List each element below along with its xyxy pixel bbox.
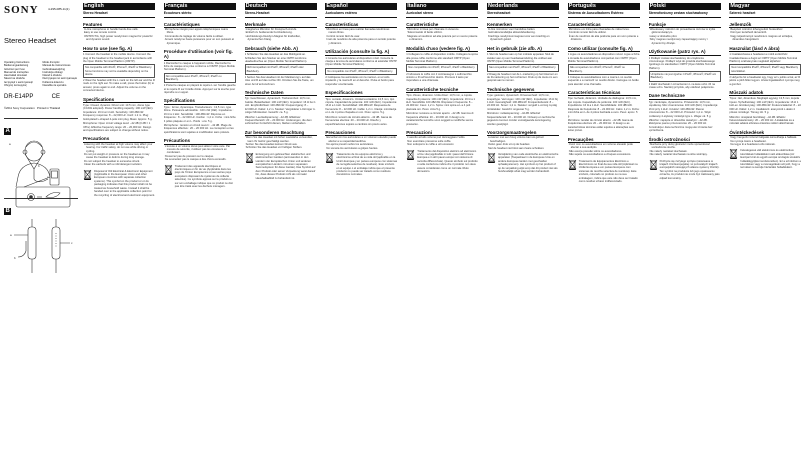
language-heading: Español: [325, 3, 397, 10]
paragraph: Tratamento de Equipamentos Eléctricos e Electrónicos no final da sua vida útil (Aplicável na União Europeia e em países Europeus com sistemas de recolha selectiva de resíduos). Este símbolo, colocado no produto ou na sua embalagem, indica que este não deve ser tratado como resíduo urbano indiferenciado.: [578, 159, 638, 184]
paragraph: Feleslegessé vált elektromos és elektronikus készülékek hulladékként való eltávolítása (Az Európai Unió és egyéb európai országok szelektív hulladékgyűjtési rendszereiben). Ez a szimbólum a készüléken vagy a csomagolásán azt jelzi, hogy a terméket ne kezelje háztartási hulladékként.: [740, 149, 801, 170]
bullet-item: Beépített mikrofon kihangosított hívásokhoz.: [730, 28, 784, 31]
paragraph: Pozbycie się zużytego sprzętu (stosowane w krajach Unii Europejskiej i w pozostałych krajach europejskich stosujących własne systemy zbiórki). Ten symbol na produkcie lub jego opakowaniu oznacza, że produkt nie może być traktowany jako odpad komunalny.: [659, 159, 720, 180]
model-number: DR-E14PP: [4, 94, 34, 101]
paragraph: Microphone : tension en circuit ouvert : –42 dB. Plage de fréquences effective : 20 – 20 000 Hz. La conception et les spécifications sont sujettes à modification sans préavis.: [163, 123, 234, 134]
section-heading: Voorzorgsmaatregelen: [487, 130, 559, 137]
section-heading: Gebrauch (siehe Abb. A): [245, 46, 317, 53]
paragraph: 2 Draag de headset met de L-markering op het linkeroor en de R-markering op het rechteroor. Druk op de toets om een gesprek aan te nemen.: [486, 72, 558, 83]
section-heading: Merkmale: [245, 22, 317, 29]
paragraph: Disposal of Old Electrical & Electronic Equipment (Applicable in the European Union and other European countries with separate collection systems). This symbol on the product or on its packaging indicates that this product shall not be treated as household waste. Instead it shall be handed over to the applicable collection point for the recycling of electrical and electronic equipment.: [94, 169, 155, 197]
section-heading: Precautions: [83, 136, 155, 143]
paragraph: Mikrofon: üresjárati feszültség: –42 dB. Effektív frekvenciatartomány: 20 – 20 000 Hz. A kialakítás és a műszaki adatok előzetes értesítés nélkül változhatnak.: [729, 115, 795, 126]
section-heading: Precauções: [568, 137, 640, 144]
paragraph: Tipo: cerrado, dinámico. Unidad excitadora: 13,5 mm, tipo cúpula. Capacidad de potencia: 100 mW (IEC). Impedancia: 16 Ω a 1 kHz. Sensibilidad: 100 dB/mW. Respuesta de frecuencia: 8 – 22.000 Hz. Cable: 1,2 m. Clavija: miniclavija en L de 4 polos chapada en oro. Peso: aprox. 5 g.: [325, 97, 397, 115]
bullet-item: No ejerza presión sobre los auriculares.: [326, 143, 374, 147]
language-heading: Italiano: [406, 3, 478, 10]
bullet-item: Ne soumettez pas le casque à des chocs excessifs.: [164, 158, 227, 162]
bullet-item: Do not subject the headset to excessive shock.: [84, 159, 141, 163]
bullet-item: Gebruiksvriendelijke afstandsbediening.: [487, 31, 536, 35]
language-heading: Nederlands: [487, 3, 559, 10]
bullet-item: Integriertes Mikrofon für Freisprech-Anrufe.: [245, 28, 297, 31]
crossed-bin-icon: [83, 169, 92, 180]
crossed-bin-icon: [729, 148, 738, 159]
figure-b: [4, 198, 78, 282]
bullet-item: Listening with the headset at high volume may affect your hearing. For traffic safety, do not use while driving or cycling.: [84, 142, 153, 153]
bullet-item: Hochleistungs-Neodym-Magnet für kraftvollen, dynamischen Klang.: [245, 34, 301, 42]
bullet-item: Micrófono en línea para realizar llamadas telefónicas manos libres.: [326, 28, 390, 35]
bullet-item: Krachtige neodymiummagneet voor een krachtig en dynamisch geluid.: [487, 34, 550, 42]
bullet-item: Íman de neodímio de alta potência para um som potente e dinâmico.: [568, 34, 639, 42]
section-heading: Środki ostrożności: [649, 137, 721, 144]
paragraph: 2 Coloque os auscultadores com a marca L no ouvido esquerdo e a marca R no ouvido direito. Carregue no botão para atender uma chamada.: [567, 75, 639, 86]
paragraph: 2 Setzen Sie das Headset mit der Markierung L auf das linke und R auf das rechte Ohr. Drücken Sie die Taste, um einen Anruf anzunehmen.: [244, 75, 314, 86]
paragraph: 1 Podłącz zestaw słuchawkowy do urządzenia przenośnego. Podłącz wtyk do gniazda słuchawkowego zgodnego ze standardem OMTP (Open Mobile Terminal Platform).: [648, 56, 716, 70]
weee-notice: [164, 164, 236, 189]
bullet-item: Microphone intégré pour appels téléphoniques mains libres.: [164, 28, 228, 35]
printed-in: Printed in Thailand: [36, 106, 61, 111]
bullet-item: Microfono in linea per chiamate in vivavoce.: [407, 28, 460, 31]
weee-notice: [487, 152, 559, 173]
language-column-italiano: [406, 3, 478, 453]
compatibility-note: Not compatible with iPod®, iPhone®, iPad® or Blackberry. Some functions may not be available depending on the device.: [83, 64, 155, 78]
paragraph: Típus: zárt, dinamikus. Meghajtó egység: 13,5 mm, kupola típusú. Terhelhetőség: 100 mW (IEC). Impedancia: 16 Ω 1 kHz-en. Érzékenység: 100 dB/mW. Frekvenciaátvitel: 8 – 22 000 Hz. Kábel: 1,2 m. Csatlakozó: aranyozott L alakú 4 pólusú minidugó. Tömeg: kb. 5 g.: [729, 97, 801, 115]
bullet-item: Oefen geen druk uit op de headset.: [487, 143, 531, 147]
manual-language-item: Manual de instruções: [4, 70, 29, 74]
bullet-item: Nie należy naciskać słuchawek.: [649, 149, 688, 153]
manual-language-item: Istruzioni per l'uso: [4, 67, 25, 71]
bullet-item: Silny magnes neodymowy zapewniający mocny i dynamiczny dźwięk.: [649, 38, 708, 45]
weee-notice: [568, 159, 640, 184]
compatibility-note: Urządzenie nie jest zgodne z iPod®, iPhone®, iPad® ani Blackberry.: [649, 71, 721, 81]
bullet-item: Do not put weight or pressure on the headset as it may cause the headset to deform during long storage.: [84, 153, 150, 160]
section-heading: Zur besonderen Beachtung: [245, 130, 317, 137]
bullet-item: N'exercez pas de pression sur le casque.: [164, 154, 214, 158]
paragraph: 1 Conecte los auriculares al dispositivo móvil. Conecte la clavija a la toma de auriculares conforme al estándar OMTP (Open Mobile Terminal Platform).: [325, 56, 397, 67]
product-subtitle: Auricolari stereo: [406, 10, 478, 18]
paragraph: 1 Ligue os auscultadores ao dispositivo móvel. Ligue a ficha à tomada de auscultadores compatível com OMTP (Open Mobile Terminal Platform).: [567, 53, 640, 63]
weee-notice: [83, 169, 155, 197]
language-columns: [83, 3, 801, 453]
language-column-português: [568, 3, 640, 453]
bullet-item: Ne nyomja össze a headsetet.: [730, 139, 767, 143]
section-heading: Het in gebruik (zie afb. A): [487, 46, 559, 53]
figure-a-label: A: [5, 128, 10, 134]
manual-language-item: Mode d'emploi: [42, 61, 60, 64]
language-heading: Português: [568, 3, 640, 10]
section-heading: Precauciones: [325, 130, 397, 137]
language-heading: Polski: [649, 3, 721, 10]
section-heading: Funkcje: [649, 22, 721, 29]
manual-language-item: Használati útmutató: [4, 74, 27, 78]
section-heading: Dane techniczne: [649, 93, 721, 100]
section-heading: Műszaki adatok: [729, 90, 801, 97]
bullet-item: Controlo remoto fácil de utilizar.: [568, 31, 607, 35]
manual-language-item: Navodila za uporabo: [42, 84, 67, 88]
paragraph: Type: Closed, dynamic. Driver unit: 13.5 mm, dome type (CCAW adopted). Power handling capacity: 100 mW (IEC). Impedance: 16 Ω at 1 kHz. Sensitivity: 100 dB/mW. Frequency response: 8 – 22,000 Hz. Cord: 1.2 m. Plug: Gold-plated L-shaped 4-pole mini plug. Mass: Approx. 5 g.: [83, 104, 154, 121]
bullet-item: OMTP/CTIA, high power neodymium magnet for powerful and dynamic sound.: [84, 34, 153, 42]
bullet-item: Wenn Sie das Headset mit hoher Lautstärke verwenden, kann Ihr Gehör geschädigt werden.: [245, 136, 313, 143]
manual-language-item: Инструкция по эксплуатации: [42, 77, 78, 81]
paragraph: Mikrofon: napięcie w obwodzie otwartym: –42 dB. Efektywne pasmo przenoszenia: 20 – 20 000 Hz. Konstrukcja i dane techniczne mogą ulec zmianie bez uprzedzenia.: [648, 118, 713, 133]
weee-notice: [406, 149, 478, 174]
manual-language-item: Οδηγίες λειτουργίας: [4, 84, 27, 88]
bullet-item: Nagy hangerőn történő hallgatás károsíthatja a hallását.: [730, 136, 798, 140]
manual-language-item: Návod k obsluze: [42, 74, 62, 78]
paragraph: 2 Indossare le cuffie con il contrassegno L sull'orecchio sinistro e R sull'orecchio destro. Premere il tasto per rispondere a una chiamata.: [406, 72, 472, 83]
language-heading: Deutsch: [245, 3, 317, 10]
paragraph: Tipo: chiuso, dinamico. Unità driver: 13,5 mm, a cupola. Capacità di potenza: 100 mW (IEC). Impedenza: 16 Ω a 1 kHz. Sensibilità: 100 dB/mW. Risposta in frequenza: 8 – 22.000 Hz. Cavo: 1,2 m. Spina: mini spina a L a 4 poli placcata oro. Peso: circa 5 g.: [406, 94, 475, 111]
language-column-deutsch: [245, 3, 317, 453]
figure-b-label: B: [5, 208, 10, 214]
section-heading: Caractéristiques: [164, 22, 236, 29]
crossed-bin-icon: [568, 159, 577, 170]
bullet-item: Clean the earbuds with a mild detergent solution.: [84, 163, 143, 167]
manual-language-item: Operating Instructions: [4, 61, 30, 64]
compatibility-note: Non compatibile con iPod®, iPhone®, iPad® o Blackberry.: [406, 64, 478, 71]
bullet-item: Ne tegye ki a headsetet erős ütésnek.: [730, 143, 776, 147]
paragraph: 2 Colóquese los auriculares con la marca L en el oído izquierdo y la marca R en el derecho. Pulse el botón para responder una llamada.: [325, 75, 394, 86]
language-column-español: [325, 3, 397, 453]
section-heading: Óvintézkedések: [729, 130, 801, 137]
section-heading: Kenmerken: [487, 22, 559, 29]
section-heading: Features: [83, 22, 155, 29]
section-heading: Utilización (consulte la fig. A): [325, 49, 397, 56]
weee-notice: [245, 152, 317, 180]
bullet-item: Luisteren met een hoog volume kan uw gehoor beschadigen.: [487, 136, 545, 143]
callout-b: b: [38, 164, 40, 168]
paragraph: Verwijdering van oude elektrische en elektronische apparaten (Toepasbaar in de Europese Unie en andere Europese landen met gescheiden ophaalsystemen). Het symbool op het product of op de verpakking wijst erop dat dit product niet als huishoudelijk afval mag worden behandeld.: [497, 153, 559, 174]
bullet-item: Escuchar con los auriculares a un volumen elevado puede afectar a su capacidad auditiva.: [326, 136, 397, 143]
bullet-item: Non esercitare pressione sulle cuffie.: [407, 139, 452, 143]
crossed-bin-icon: [325, 152, 334, 163]
compatibility-note: Non compatible avec iPod®, iPhone®, iPad® ou Blackberry.: [164, 73, 236, 83]
crossed-bin-icon: [649, 159, 658, 170]
language-heading: English: [83, 3, 155, 10]
bullet-item: Aimant néodyme haute puissance pour un son puissant et dynamique.: [164, 38, 234, 45]
bullet-item: Stel de headset niet bloot aan zware schokken.: [487, 146, 545, 150]
paragraph: Traitement des appareils électriques et électroniques en fin de vie (Applicable dans les pays de l'Union Européenne et aux autres pays européens disposant de systèmes de collecte sélective). Ce symbole apposé sur le produit ou sur son emballage indique que ce produit ne doit pas être traité avec les déchets ménagers.: [174, 164, 233, 189]
paragraph: 2 Portez le casque en plaçant le repère L sur l'oreille gauche et le repère R sur l'oreille droite. Appuyez sur la touche pour répondre à un appel.: [163, 84, 236, 94]
part-number: 4-295-085-11(1): [48, 7, 70, 11]
paragraph: 1 Raccordez le casque à l'appareil mobile. Raccordez la fiche du casque à la prise conforme à l'OMTP (Open Mobile Terminal Platform).: [163, 61, 235, 72]
bullet-item: No someta los auriculares a golpes fuertes.: [326, 146, 379, 150]
paragraph: 2 Wear the headset with the L mark on the left ear and the R mark on the right ear. To make a call, press the button (b) to answer, press again to end. Adjust the volume on the connected device.: [83, 78, 155, 93]
copyright-line: [4, 106, 78, 110]
product-subtitle: Stereofoniczny zestaw słuchawkowy: [649, 10, 721, 18]
paragraph: Mikrofon: Leerlaufspannung: –42 dB. Effektiver Frequenzbereich: 20 – 20.000 Hz. Änderungen, die dem technischen Fortschritt dienen, bleiben vorbehalten.: [244, 115, 312, 126]
bullet-item: Non sottoporre le cuffie a urti eccessivi.: [407, 143, 455, 147]
paragraph: Type: gesloten, dynamisch. Drivereenheid: 13,5 mm, koepeltype. Vermogen: 100 mW (IEC). Impedantie: 16 Ω bij 1 kHz. Gevoeligheid: 100 dB/mW. Frequentiebereik: 8 – 22.000 Hz. Snoer: 1,2 m. Stekker: verguld L-vormig 4-polig ministekker. Gewicht: ongeveer 5 g.: [486, 94, 558, 111]
model-row: [4, 94, 60, 100]
manual-language-item: Bedienungsanleitung: [4, 64, 29, 68]
manual-language-item: Instrukcja obsługi: [42, 70, 63, 74]
bullet-item: Control remoto fácil de usar.: [326, 34, 360, 38]
paragraph: Microfono: tensione a circuito aperto: –42 dB. Gamma di frequenza effettiva: 20 – 20.000 Hz. Il design e le caratteristiche tecniche sono soggetti a modifiche senza preavviso.: [406, 112, 474, 126]
product-subtitle: Stereoheadset: [487, 10, 559, 18]
section-heading: Especificaciones: [325, 90, 397, 97]
language-column-magyar: [729, 3, 801, 453]
language-column-polski: [649, 3, 721, 453]
paragraph: Microfoon: nullastspanning: –42 dB. Effectief frequentiebereik: 20 – 20.000 Hz. Ontwerp en technische gegevens kunnen zonder voorafgaande kennisgeving worden gewijzigd.: [486, 112, 555, 126]
section-heading: Technische gegevens: [487, 87, 559, 94]
callout-a: a: [9, 142, 11, 146]
language-column-english: [83, 3, 155, 453]
manual-language-item: Gebruiksaanwijzing: [42, 67, 65, 71]
bullet-item: Setzen Sie das Headset keinem Druck aus.: [245, 143, 298, 147]
weee-notice: [649, 159, 721, 180]
copyright: ©2011 Sony Corporation: [4, 106, 35, 111]
section-heading: Precauzioni: [406, 130, 478, 137]
bullet-item: Łatwy w obsłudze pilot.: [649, 34, 678, 38]
paragraph: Typ: zamknięte, dynamiczne. Przetwornik: 13,5 mm, kopułkowy. Moc znamionowa: 100 mW (IEC). Impedancja: 16 Ω przy 1 kHz. Czułość: 100 dB/mW. Pasmo przenoszenia: 8 – 22 000 Hz. Przewód: 1,2 m. Wtyk: pozłacany 4-stykowy miniwtyk typu L. Waga: ok. 5 g.: [648, 100, 718, 118]
paragraph: 1 Collegare le cuffie al dispositivo mobile. Collegare la spina alla presa cuffie conforme allo standard OMTP (Open Mobile Terminal Platform).: [406, 53, 478, 63]
language-column-nederlands: [487, 3, 559, 453]
paragraph: Tipo: fechado, dinâmico. Unidade de diafragma: 13,5 mm, tipo cúpula. Capacidade de potência: 100 mW (IEC). Impedância: 16 Ω a 1 kHz. Sensibilidade: 100 dB/mW. Resposta de frequência: 8 – 22.000 Hz. Cabo: 1,2 m. Ficha: mini-ficha em L de 4 pólos banhada a ouro. Peso: aprox. 5 g.: [567, 97, 640, 118]
weee-notice: [729, 148, 801, 169]
crossed-bin-icon: [245, 152, 254, 163]
section-heading: Caratteristiche: [406, 22, 478, 29]
bullet-item: Easy to use remote control.: [84, 31, 117, 35]
section-heading: Użytkowanie (patrz rys. A): [649, 49, 721, 56]
section-heading: Características técnicas: [568, 90, 640, 97]
manual-language-item: Návod na obsluhu: [4, 77, 25, 81]
remote-control-illustration: [4, 217, 78, 277]
weee-notice: [325, 152, 397, 177]
product-subtitle: Sistema de Auscultadores Estéreo: [568, 10, 640, 18]
bullet-item: Telecomando di facile utilizzo.: [407, 31, 443, 35]
compatibility-note: Não compatível com iPod®, iPhone®, iPad® ou Blackberry.: [568, 64, 640, 74]
compatibility-note: Nicht kompatibel mit iPod®, iPhone®, iPad® oder Blackberry.: [245, 64, 317, 74]
bullet-item: L'ascolto ad alto volume può danneggiare l'udito.: [407, 136, 466, 140]
paragraph: Tratamiento de los equipos eléctricos y electrónicos al final de su vida útil (aplicable en la Unión Europea y en países europeos con sistemas de recogida selectiva de residuos). Este símbolo en el equipo o el embalaje indica que el presente producto no puede ser tratado como residuos domésticos normales.: [336, 153, 398, 177]
section-heading: Specifications: [83, 97, 155, 104]
paragraph: Trattamento del dispositivo elettrico od elettronico a fine vita (applicabile in tutti i paesi dell'Unione Europea e in altri paesi europei con sistema di raccolta differenziata). Questo simbolo sul prodotto o sulla confezione indica che il prodotto non deve essere considerato come un normale rifiuto domestico.: [417, 149, 478, 174]
manual-language-list: [4, 61, 78, 87]
bullet-item: Könnyen kezelhető távvezérlő.: [730, 31, 767, 35]
bullet-item: Słuchanie przy dużej głośności może spowodować uszkodzenie słuchu.: [649, 143, 710, 150]
crossed-bin-icon: [487, 152, 496, 163]
section-heading: Como utilizar (consulte fig. A): [568, 46, 640, 53]
bullet-item: Magnete al neodimio ad alta potenza per un suono potente e dinamico.: [407, 34, 478, 42]
bullet-item: Ouvir com os auscultadores em volume elevado pode afectar a sua audição.: [568, 143, 633, 150]
section-heading: Características: [325, 22, 397, 29]
section-heading: Précautions: [164, 138, 236, 145]
paragraph: Micrófono: tensión de circuito abierto: –42 dB. Gama de frecuencias efectiva: 20 – 20.000 Hz. Diseño y especificaciones sujetos a cambios sin previo aviso.: [325, 115, 392, 126]
paragraph: 2 Helyezze fel a headsetet úgy, hogy az L jelzés a bal, az R jelzés a jobb fülén legyen. Hívás fogadásához nyomja meg a gombot.: [729, 75, 801, 86]
paragraph: 1 Csatlakoztassa a headsetet a mobil eszközhöz. Csatlakoztassa a dugót az OMTP (Open Mobile Terminal Platform) szabványnak megfelelő aljzathoz.: [729, 53, 798, 63]
bullet-item: Microfone em linha para chamadas de mãos livres.: [568, 28, 630, 31]
language-column-français: [164, 3, 236, 453]
manual-language-item: Інструкції з експлуатації: [4, 80, 33, 84]
compatibility-note: Niet compatibel met iPod®, iPhone®, iPad® of Blackberry.: [487, 64, 559, 71]
bullet-item: In-line microphone to handle hands-free calls.: [84, 28, 139, 31]
paragraph: Typ: Geschlossen, dynamisch. Treibereinheit: 13,5 mm, Kalotte. Belastbarkeit: 100 mW (IEC). Impedanz: 16 Ω bei 1 kHz. Empfindlichkeit: 100 dB/mW. Frequenzgang: 8 – 22.000 Hz. Kabel: 1,2 m. Stecker: Vergoldeter L-förmiger 4-poliger Ministecker. Gewicht: ca. 5 g.: [244, 97, 316, 115]
product-title: Stereo Headset: [4, 36, 57, 45]
language-heading: Magyar: [729, 3, 801, 10]
manual-language-item: Kullanma kılavuzu: [42, 80, 64, 84]
bullet-item: Schützen Sie das Headset vor heftigen Stößen.: [245, 146, 303, 150]
bullet-item: Não exerça pressão sobre os auscultadores.: [568, 149, 623, 153]
compatibility-note: Nem kompatibilis iPod®, iPhone®, iPad® vagy Blackberry készülékkel.: [729, 64, 801, 74]
callout-c: c: [71, 241, 73, 245]
callout-b: b: [14, 256, 16, 260]
bullet-item: L'écoute à un volume élevé peut altérer votre ouïe. Par mesure de sécurité, n'utilisez pas les écouteurs en conduisant.: [164, 144, 231, 155]
paragraph: 1 Sluit de headset aan op het mobiele apparaat. Sluit de stekker aan op een headsetaansluiting die voldoet aan OMTP (Open Mobile Terminal Platform).: [486, 53, 554, 63]
paragraph: Entsorgung von gebrauchten elektrischen und elektronischen Geräten (anzuwenden in den Ländern der Europäischen Union und anderen europäischen Ländern mit einem separaten Sammelsystem für diese Geräte). Das Symbol auf dem Produkt oder seiner Verpackung weist darauf hin, dass dieses Produkt nicht als normaler Haushaltsabfall zu behandeln ist.: [255, 152, 316, 180]
manual-language-item: Manual de instrucciones: [42, 64, 71, 68]
paragraph: 1 Connect the headset to the mobile device. Connect the plug of the headset to the headset jack in accordance with the Open Mobile Terminal Platform (OMTP).: [83, 53, 153, 63]
product-subtitle: Ecouteurs stéréo: [164, 10, 236, 18]
product-subtitle: Auriculares estéreo: [325, 10, 397, 18]
section-heading: Características: [568, 22, 640, 29]
bullet-item: Commande de réglage du volume facile à utiliser.: [164, 34, 224, 38]
bullet-item: Imán de neodimio de alta potencia para un sonido potente y dinámico.: [326, 38, 396, 45]
compatibility-note: No compatible con iPod®, iPhone®, iPad® ni Blackberry.: [325, 68, 397, 75]
crossed-bin-icon: [406, 149, 415, 160]
bullet-item: Wbudowany mikrofon do prowadzenia rozmów w trybie głośnomówiącym.: [649, 28, 716, 35]
product-subtitle: Stereo-Headset: [245, 10, 317, 18]
paragraph: Type : fermé, dynamique. Transducteurs : 13,5 mm, type dôme. Puissance admissible : 100 mW (CEI). Impédance : 16 Ω à 1 kHz. Sensibilité : 100 dB/mW. Réponse en fréquence : 8 – 22 000 Hz. Cordon : 1,2 m. Fiche : mini-fiche 4 pôles plaquée or en L. Poids : env. 5 g.: [163, 105, 236, 123]
callout-c: c: [47, 175, 49, 179]
language-heading: Français: [164, 3, 236, 10]
sony-logo: SONY: [4, 4, 39, 16]
bullet-item: In-line microfoon voor handsfree bellen.: [487, 28, 536, 31]
paragraph: Microfone: tensão de circuito aberto: –42 dB. Gama de frequências efectiva: 20 – 20.000 Hz. O design e as características técnicas estão sujeitos a alterações sem aviso prévio.: [567, 118, 635, 133]
section-heading: Spécifications: [164, 98, 236, 105]
section-heading: Modalità d'uso (vedere fig. A): [406, 46, 478, 53]
bullet-item: Nagy teljesítményű neodímium mágnes az erőteljes, dinamikus hangzásért.: [730, 34, 793, 42]
paragraph: 2 Załóż słuchawki z oznaczeniem L na lewe ucho i R na prawe ucho. Naciśnij przycisk, aby odebrać połączenie.: [648, 82, 715, 89]
section-heading: Caratteristiche tecniche: [406, 87, 478, 94]
crossed-bin-icon: [164, 164, 173, 175]
paragraph: 1 Schließen Sie das Headset an das Mobilgerät an. Schließen Sie den Stecker an eine OMTP-konforme Headsetbuchse an (Open Mobile Terminal Platform).: [244, 53, 308, 63]
section-heading: Jellemzők: [729, 22, 801, 29]
section-heading: How to use (see fig. A): [83, 46, 155, 53]
bullet-item: Einfach zu bedienende Fernbedienung.: [245, 31, 293, 35]
bullet-item: Nie należy narażać słuchawek na silne wstrząsy.: [649, 153, 708, 157]
product-subtitle: Sztereó headset: [729, 10, 801, 18]
cover-panel: [4, 4, 78, 110]
section-heading: Technische Daten: [245, 90, 317, 97]
bullet-item: Não sujeite os auscultadores a choques excessivos.: [568, 153, 632, 157]
section-heading: Használat (lásd A ábra): [729, 46, 801, 53]
paragraph: Microphone: Open circuit voltage level: –42 dB (0 dB = 1 V/Pa). Effective frequency range: 20 – 20,000 Hz. Design and specifications are subject to change without notice.: [83, 122, 152, 132]
product-subtitle: Stereo Headset: [83, 10, 155, 18]
callout-a: a: [10, 233, 12, 237]
ce-mark: CE: [51, 94, 60, 101]
section-heading: Procédure d'utilisation (voir fig. A): [164, 49, 236, 61]
